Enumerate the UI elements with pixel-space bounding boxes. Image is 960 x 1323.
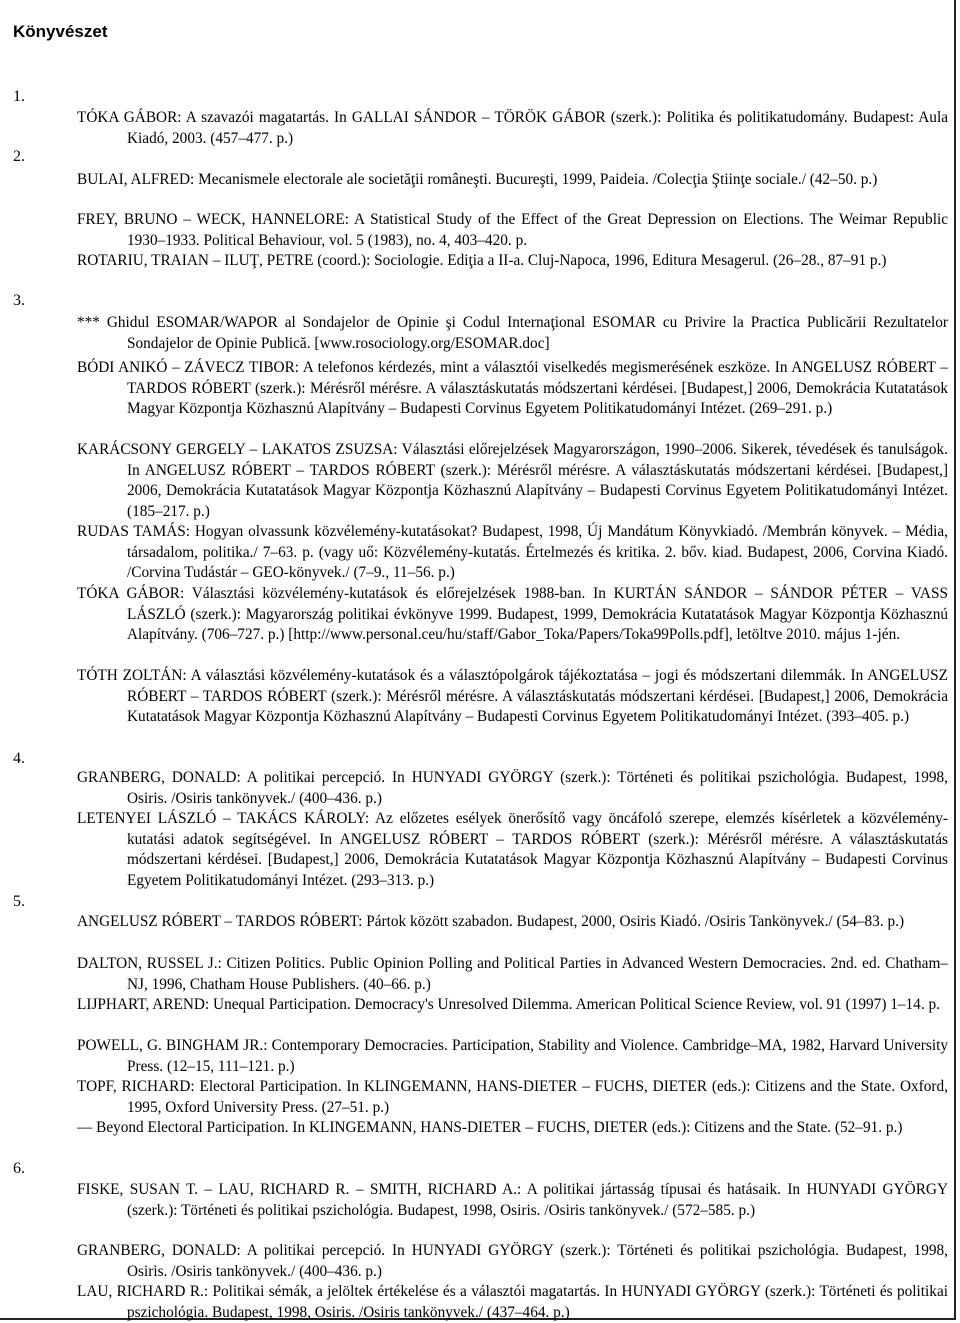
reference-entry: GRANBERG, DONALD: A politikai percepció. In HUNYADI GYÖRGY (szerk.): Történeti és politikai pszichológia. Budapest, 1998, Osiris. /Osiris tankönyvek./ (400–436. p.) (77, 769, 948, 807)
reference-entry: BULAI, ALFRED: Mecanismele electorale ale societăţii româneşti. Bucureşti, 1999, Paideia. /Colecţia Ştiinţe sociale./ (42–50. p.) (77, 171, 878, 188)
section-number: 4. (13, 750, 25, 767)
reference-entry: TÓTH ZOLTÁN: A választási közvélemény-kutatások és a választópolgárok tájékoztatása – jogi és módszertani dilemmák. In ANGELUSZ RÓBERT – TARDOS RÓBERT (szerk.): Mérésről mérésre. A választáskutatás módszertani kérdései. [Budapest,] 2006, Demokrácia Kutatatások Magyar Központja Közhasznú Alapítvány – Budapesti Corvinus Egyetem Politikatudományi Intézet. (393–405. p.) (77, 667, 948, 725)
reference-entry: POWELL, G. BINGHAM JR.: Contemporary Democracies. Participation, Stability and Violence. Cambridge–MA, 1982, Harvard University Press. (12–15, 111–121. p.) (77, 1037, 948, 1075)
section-number: 2. (13, 148, 25, 165)
reference-entry: RUDAS TAMÁS: Hogyan olvassunk közvélemény-kutatásokat? Budapest, 1998, Új Mandátum Könyvkiadó. /Membrán könyvek. – Média, társadalom, politika./ 7–63. p. (vagy uő: Közvélemény-kutatás. Értelmezés és kritika. 2. bőv. kiad. Budapest, 2006, Corvina Kiadó. /Corvina Tudástár – GEO-könyvek./ (7–9., 11–56. p.) (77, 523, 948, 581)
reference-entry: DALTON, RUSSEL J.: Citizen Politics. Public Opinion Polling and Political Parties in Advanced Western Democracies. 2nd. ed. Chatham–NJ, 1996, Chatham House Publishers. (40–66. p.) (77, 955, 948, 993)
reference-entry: FREY, BRUNO – WECK, HANNELORE: A Statistical Study of the Effect of the Great Depression on Elections. The Weimar Republic 1930–1933. Political Behaviour, vol. 5 (1983), no. 4, 403–420. p. (77, 211, 948, 249)
reference-entry: ROTARIU, TRAIAN – ILUŢ, PETRE (coord.): Sociologie. Ediţia a II-a. Cluj-Napoca, 1996, Editura Mesagerul. (26–28., 87–91 p.) (77, 252, 887, 269)
reference-entry: *** Ghidul ESOMAR/WAPOR al Sondajelor de Opinie şi Codul Internaţional ESOMAR cu Privire la Practica Publicării Rezultatelor Sondajelor de Opinie Publică. [www.rosociology.org/ESOMAR.doc] (77, 314, 948, 352)
section-number: 5. (13, 893, 25, 910)
section-number: 1. (13, 88, 25, 105)
reference-entry: GRANBERG, DONALD: A politikai percepció. In HUNYADI GYÖRGY (szerk.): Történeti és politikai pszichológia. Budapest, 1998, Osiris. /Osiris tankönyvek./ (400–436. p.) (77, 1242, 948, 1280)
reference-entry: KARÁCSONY GERGELY – LAKATOS ZSUZSA: Választási előrejelzések Magyarországon, 1990–2006. Sikerek, tévedések és tanulságok. In ANGELUSZ RÓBERT – TARDOS RÓBERT (szerk.): Mérésről mérésre. A választáskutatás módszertani kérdései. [Budapest,] 2006, Demokrácia Kutatatások Magyar Központja Közhasznú Alapítvány – Budapesti Corvinus Egyetem Politikatudományi Intézet. (185–217. p.) (77, 441, 948, 520)
reference-entry: TÓKA GÁBOR: A szavazói magatartás. In GALLAI SÁNDOR – TÖRÖK GÁBOR (szerk.): Politika és politikatudomány. Budapest: Aula Kiadó, 2003. (457–477. p.) (77, 109, 948, 147)
reference-entry: LETENYEI LÁSZLÓ – TAKÁCS KÁROLY: Az előzetes esélyek önerősítő vagy öncáfoló szerepe, elemzés kísérletek a közvélemény-kutatási adatok segítségével. In ANGELUSZ RÓBERT – TARDOS RÓBERT (szerk.): Mérésről mérésre. A választáskutatás módszertani kérdései. [Budapest,] 2006, Demokrácia Kutatatások Magyar Központja Közhasznú Alapítvány – Budapesti Corvinus Egyetem Politikatudományi Intézet. (293–313. p.) (77, 810, 948, 889)
reference-entry: FISKE, SUSAN T. – LAU, RICHARD R. – SMITH, RICHARD A.: A politikai jártasság típusai és hatásaik. In HUNYADI GYÖRGY (szerk.): Történeti és politikai pszichológia. Budapest, 1998, Osiris. /Osiris tankönyvek./ (572–585. p.) (77, 1181, 948, 1219)
reference-entry: TOPF, RICHARD: Electoral Participation. In KLINGEMANN, HANS-DIETER – FUCHS, DIETER (eds.): Citizens and the State. Oxford, 1995, Oxford University Press. (27–51. p.) (77, 1078, 948, 1116)
page-title: Könyvészet (13, 22, 108, 41)
reference-entry: LAU, RICHARD R.: Politikai sémák, a jelöltek értékelése és a választói magatartás. In HUNYADI GYÖRGY (szerk.): Történeti és politikai pszichológia. Budapest, 1998, Osiris. /Osiris tankönyvek./ (437–464. p.) (77, 1283, 948, 1321)
section-number: 6. (13, 1160, 25, 1177)
reference-entry: ANGELUSZ RÓBERT – TARDOS RÓBERT: Pártok között szabadon. Budapest, 2000, Osiris Kiadó. /Osiris Tankönyvek./ (54–83. p.) (77, 913, 905, 930)
reference-entry: LIJPHART, AREND: Unequal Participation. Democracy's Unresolved Dilemma. American Political Science Review, vol. 91 (1997) 1–14. p. (77, 996, 940, 1013)
reference-entry: — Beyond Electoral Participation. In KLINGEMANN, HANS-DIETER – FUCHS, DIETER (eds.): Citizens and the State. (52–91. p.) (77, 1119, 903, 1136)
reference-entry: BÓDI ANIKÓ – ZÁVECZ TIBOR: A telefonos kérdezés, mint a választói viselkedés megismerésének eszköze. In ANGELUSZ RÓBERT – TARDOS RÓBERT (szerk.): Mérésről mérésre. A választáskutatás módszertani kérdései. [Budapest,] 2006, Demokrácia Kutatatások Magyar Központja Közhasznú Alapítvány – Budapesti Corvinus Egyetem Politikatudományi Intézet. (269–291. p.) (77, 359, 948, 417)
section-number: 3. (13, 292, 25, 309)
reference-entry: TÓKA GÁBOR: Választási közvélemény-kutatások és előrejelzések 1988-ban. In KURTÁN SÁNDOR – SÁNDOR PÉTER – VASS LÁSZLÓ (szerk.): Magyarország politikai évkönyve 1999. Budapest, 1999, Demokrácia Kutatatások Magyar Központja Közhasznú Alapítvány. (706–727. p.) [http://www.personal.ceu/hu/staff/Gabor_Toka/Papers/Toka99Polls.pdf], letöltve 2010. május 1-jén. (77, 585, 948, 643)
